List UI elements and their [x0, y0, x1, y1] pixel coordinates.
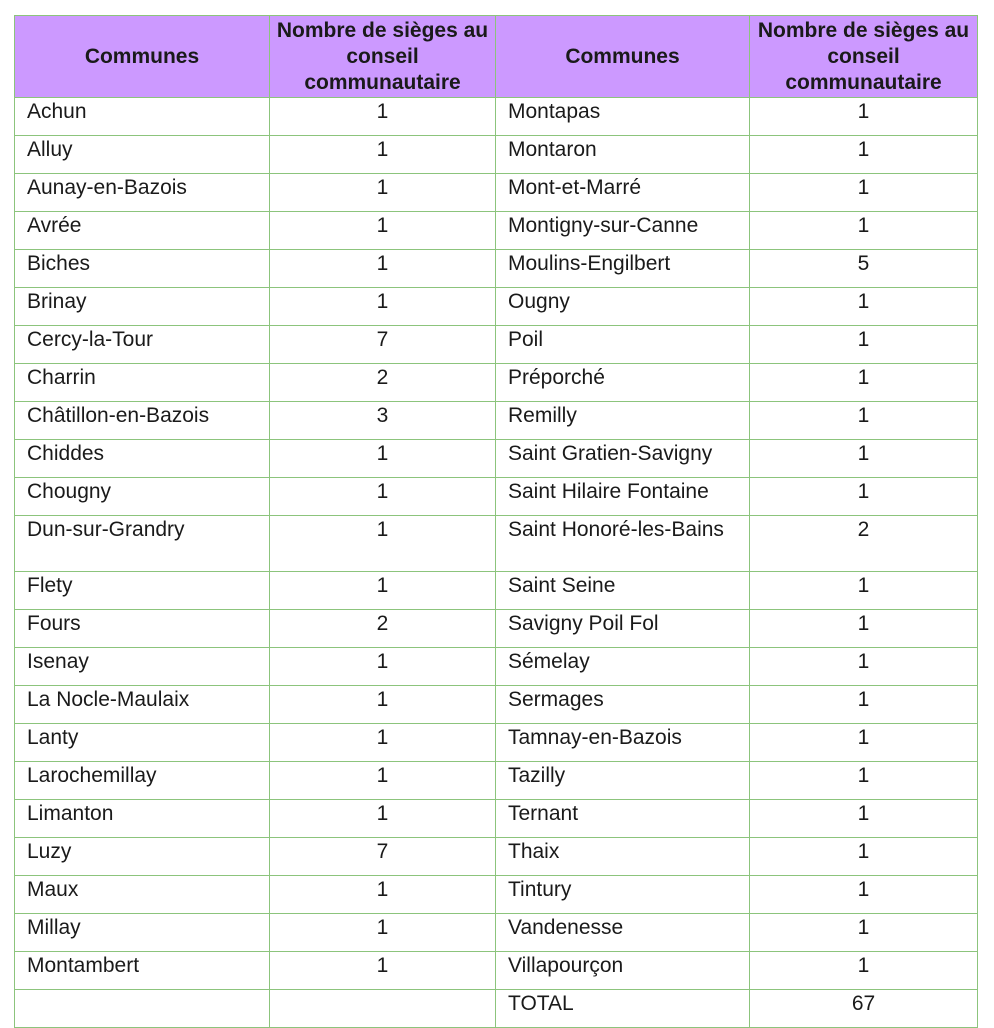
seats-cell: 1: [270, 212, 496, 250]
seats-cell: 1: [750, 572, 978, 610]
seats-cell: 7: [270, 326, 496, 364]
commune-cell: Saint Honoré-les-Bains: [496, 516, 750, 572]
commune-cell: Alluy: [15, 136, 270, 174]
commune-cell: Thaix: [496, 838, 750, 876]
seats-cell: 1: [270, 572, 496, 610]
seats-cell: 1: [750, 648, 978, 686]
table-row: [15, 364, 978, 402]
table-row: [15, 572, 978, 610]
commune-cell: Biches: [15, 250, 270, 288]
seats-cell: [270, 990, 496, 1028]
seats-cell: 1: [270, 98, 496, 136]
seats-cell: 1: [270, 174, 496, 212]
commune-cell: Montaron: [496, 136, 750, 174]
table-row: [15, 136, 978, 174]
table-row: [15, 686, 978, 724]
seats-cell: 5: [750, 250, 978, 288]
commune-cell: Moulins-Engilbert: [496, 250, 750, 288]
seats-cell: 1: [750, 478, 978, 516]
header-row: [15, 16, 978, 98]
table-row: [15, 174, 978, 212]
commune-cell: Isenay: [15, 648, 270, 686]
commune-cell: Achun: [15, 98, 270, 136]
seats-cell: 1: [270, 478, 496, 516]
commune-cell: Dun-sur-Grandry: [15, 516, 270, 572]
header-seats-right: Nombre de sièges au conseil communautaire: [750, 16, 978, 98]
seats-cell: 1: [750, 288, 978, 326]
commune-cell: Lanty: [15, 724, 270, 762]
commune-cell: Saint Gratien-Savigny: [496, 440, 750, 478]
header-communes-right: Communes: [496, 16, 750, 98]
commune-cell: Cercy-la-Tour: [15, 326, 270, 364]
commune-cell: Brinay: [15, 288, 270, 326]
commune-cell: Remilly: [496, 402, 750, 440]
commune-cell: Maux: [15, 876, 270, 914]
table-row: [15, 440, 978, 478]
commune-cell: [15, 990, 270, 1028]
table-row: [15, 250, 978, 288]
seats-cell: 1: [270, 136, 496, 174]
table-row: [15, 212, 978, 250]
seats-cell: 1: [750, 876, 978, 914]
commune-cell: Larochemillay: [15, 762, 270, 800]
commune-cell: Tamnay-en-Bazois: [496, 724, 750, 762]
seats-cell: 1: [270, 914, 496, 952]
seats-cell: 1: [750, 762, 978, 800]
table-row: [15, 914, 978, 952]
commune-cell: Charrin: [15, 364, 270, 402]
seats-cell: 1: [750, 440, 978, 478]
seats-cell: 1: [270, 440, 496, 478]
seats-cell: 1: [750, 610, 978, 648]
seats-cell: 1: [750, 326, 978, 364]
seats-cell: 1: [270, 648, 496, 686]
seats-cell: 1: [270, 952, 496, 990]
table-row: [15, 876, 978, 914]
header-communes-left: Communes: [15, 16, 270, 98]
table-body: [15, 98, 978, 1028]
commune-cell: Tazilly: [496, 762, 750, 800]
commune-cell: Sémelay: [496, 648, 750, 686]
commune-cell: Luzy: [15, 838, 270, 876]
seats-cell: 1: [270, 686, 496, 724]
seats-cell: 1: [270, 250, 496, 288]
commune-cell: Avrée: [15, 212, 270, 250]
seats-cell: 1: [270, 516, 496, 572]
commune-cell: Préporché: [496, 364, 750, 402]
seats-cell: 1: [750, 838, 978, 876]
seats-cell: 1: [750, 914, 978, 952]
seats-cell: 1: [750, 136, 978, 174]
table-row: [15, 838, 978, 876]
seats-cell: 1: [750, 174, 978, 212]
commune-cell: Villapourçon: [496, 952, 750, 990]
commune-cell: Montigny-sur-Canne: [496, 212, 750, 250]
table-row: [15, 724, 978, 762]
seats-cell: 1: [750, 686, 978, 724]
commune-cell: Sermages: [496, 686, 750, 724]
table-row: [15, 288, 978, 326]
commune-cell: Mont-et-Marré: [496, 174, 750, 212]
table-row: [15, 402, 978, 440]
commune-cell: Saint Hilaire Fontaine: [496, 478, 750, 516]
commune-cell: Chiddes: [15, 440, 270, 478]
seats-cell: 2: [750, 516, 978, 572]
commune-cell: Montambert: [15, 952, 270, 990]
commune-cell: Flety: [15, 572, 270, 610]
table-row: [15, 990, 978, 1028]
commune-cell: Millay: [15, 914, 270, 952]
commune-cell: Chougny: [15, 478, 270, 516]
commune-cell: Ternant: [496, 800, 750, 838]
commune-cell: Tintury: [496, 876, 750, 914]
seats-cell: 1: [270, 800, 496, 838]
table-row: [15, 762, 978, 800]
table-row: [15, 326, 978, 364]
commune-cell: Savigny Poil Fol: [496, 610, 750, 648]
seats-cell: 1: [750, 724, 978, 762]
commune-cell: Aunay-en-Bazois: [15, 174, 270, 212]
commune-cell: La Nocle-Maulaix: [15, 686, 270, 724]
seats-cell: 1: [750, 402, 978, 440]
commune-cell: Poil: [496, 326, 750, 364]
commune-cell: Limanton: [15, 800, 270, 838]
seats-table: [14, 15, 978, 1028]
seats-cell: 3: [270, 402, 496, 440]
seats-cell: 1: [270, 762, 496, 800]
commune-cell: Châtillon-en-Bazois: [15, 402, 270, 440]
seats-cell: 1: [750, 98, 978, 136]
commune-cell: Saint Seine: [496, 572, 750, 610]
seats-cell: 1: [750, 800, 978, 838]
table-row: [15, 478, 978, 516]
seats-cell: 1: [270, 876, 496, 914]
table-row: [15, 98, 978, 136]
seats-cell: 1: [750, 952, 978, 990]
commune-cell: Vandenesse: [496, 914, 750, 952]
seats-cell: 2: [270, 610, 496, 648]
commune-cell: Fours: [15, 610, 270, 648]
seats-cell: 2: [270, 364, 496, 402]
seats-cell: 1: [270, 288, 496, 326]
header-seats-left: Nombre de sièges au conseil communautaire: [270, 16, 496, 98]
commune-cell: TOTAL: [496, 990, 750, 1028]
table-row: [15, 516, 978, 572]
table-row: [15, 952, 978, 990]
table-row: [15, 648, 978, 686]
commune-cell: Montapas: [496, 98, 750, 136]
table-row: [15, 610, 978, 648]
seats-cell: 7: [270, 838, 496, 876]
seats-cell: 1: [750, 364, 978, 402]
commune-cell: Ougny: [496, 288, 750, 326]
seats-cell: 1: [270, 724, 496, 762]
seats-cell: 67: [750, 990, 978, 1028]
table-row: [15, 800, 978, 838]
seats-cell: 1: [750, 212, 978, 250]
